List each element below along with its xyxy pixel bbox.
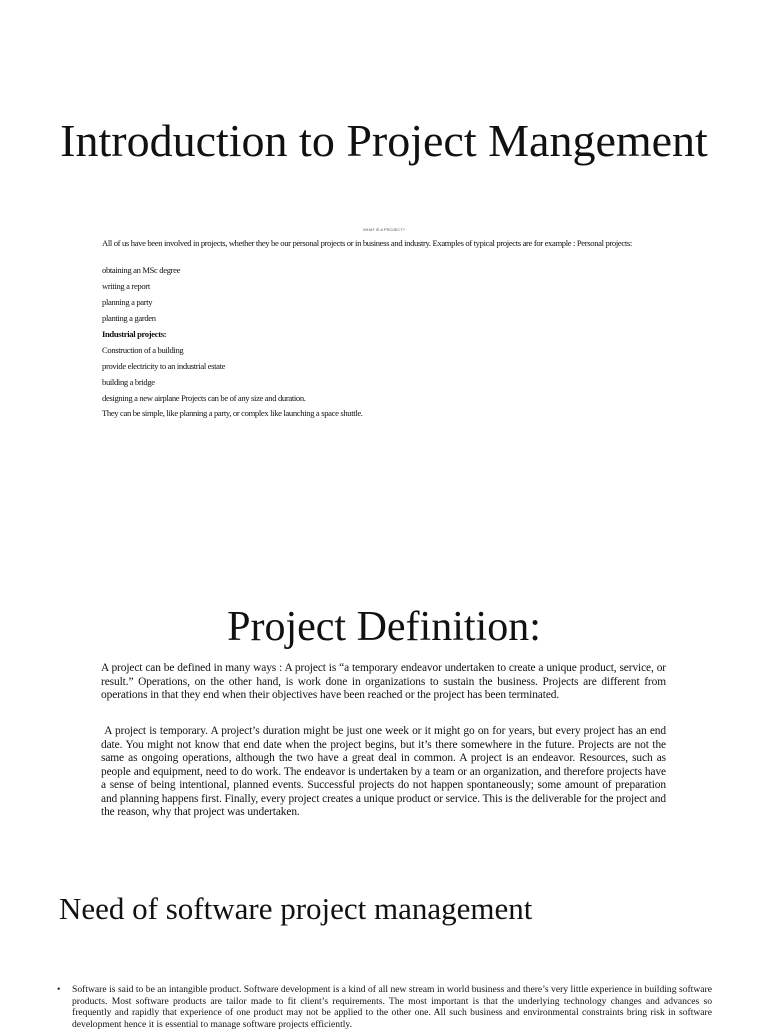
bullet-icon: • xyxy=(57,984,61,995)
list-item: Industrial projects: xyxy=(102,329,167,339)
list-item: planting a garden xyxy=(102,313,156,323)
example-project-list xyxy=(102,264,306,408)
definition-paragraph-1: A project can be defined in many ways : A project is “a temporary endeavor undertaken to create a unique product, service, or result.” Operations, on the other hand, is work done in organizations to sustain the business. Projects are different from operations in that they end when their objectives have been reached or the project has been terminated. xyxy=(101,662,666,701)
closing-sentence: They can be simple, like planning a party, or complex like launching a space shuttle. xyxy=(102,408,363,418)
definition-heading: Project Definition: xyxy=(227,604,541,650)
need-heading: Need of software project management xyxy=(59,891,533,926)
list-item: writing a report xyxy=(102,281,150,291)
list-item: Construction of a building xyxy=(102,345,184,355)
intro-paragraph: All of us have been involved in projects, whether they be our personal projects or in business and industry. Examples of typical projects are for example : Personal projects: xyxy=(102,238,632,248)
page-title: Introduction to Project Mangement xyxy=(60,115,708,166)
need-bullet-list xyxy=(57,984,712,1030)
bullet-item xyxy=(57,984,712,1030)
list-item: building a bridge xyxy=(102,377,155,387)
list-item: designing a new airplane Projects can be of any size and duration. xyxy=(102,393,306,403)
definition-paragraph-2 xyxy=(101,725,666,820)
definition-paragraph-2-text: A project is temporary. A project’s duration might be just one week or it might go on for years, but every project has an end date. You might not know that end date when the project begins, but it’s there somewhere in the future. Projects are not the same as ongoing operations, although the two have a great deal in common. A project is an endeavor. Resources, such as people and equipment, need to do work. The endeavor is undertaken by a team or an organization, and therefore projects have a sense of being intentional, planned events. Successful projects do not happen spontaneously; some amount of preparation and planning happens first. Finally, every project creates a unique product or service. This is the deliverable for the project and the reason, why that project was undertaken. xyxy=(101,725,666,818)
list-item: provide electricity to an industrial estate xyxy=(102,361,226,371)
list-item: obtaining an MSc degree xyxy=(102,265,181,275)
section-subtitle: WHAT IS A PROJECT? xyxy=(363,227,405,232)
list-item: planning a party xyxy=(102,297,153,307)
bullet-text: Software is said to be an intangible product. Software development is a kind of all new stream in world business and there’s very little experience in building software products. Most software products are tailor made to fit client’s requirements. The most important is that the underlying technology changes and advances so frequently and rapidly that experience of one product may not be applied to the other one. All such business and environmental constraints bring risk in software development hence it is essential to manage software projects efficiently. xyxy=(72,984,712,1030)
